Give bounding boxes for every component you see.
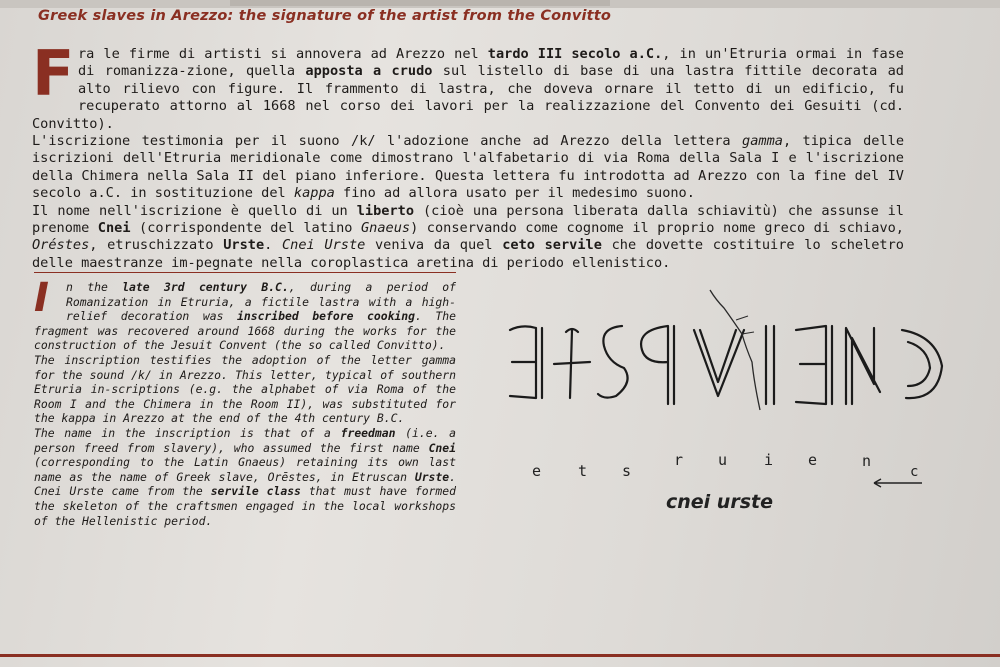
translit-letter: e	[808, 451, 818, 469]
english-text-block	[34, 275, 456, 528]
italian-paragraph-1: ra le firme di artisti si annovera ad Arezzo nel tardo III secolo a.C., in un'Etruria ormai in fase di romanizza-zione, quella apposta a crudo sul listello di base di una lastra fittile decorata ad alto rilievo con figure. Il frammento di lastra, che doveva ornare il tetto di un edificio, fu recuperato attorno al 1668 nel corso dei lavori per la realizzazione del Convento dei Gesuiti (cd. Convitto).	[32, 46, 904, 132]
translit-letter: c	[910, 464, 919, 480]
english-dropcap: I	[34, 275, 49, 321]
italian-paragraph-3: Il nome nell'iscrizione è quello di un liberto (cioè una persona liberata dalla schiavitù) che assunse il prenome Cnei (corrispondente del latino Gnaeus) conservando come cognome il proprio nome greco di schiavo, Oréstes, etruschizzato Urste. Cnei Urste veniva da quel ceto servile che dovette costituire lo scheletro delle maestranze im-pegnate nella coroplastica aretina di periodo ellenistico.	[32, 202, 904, 271]
italian-dropcap: F	[32, 37, 75, 110]
bottom-rule	[0, 654, 1000, 657]
inscription-caption: cnei urste	[666, 491, 773, 513]
english-paragraph-2: The inscription testifies the adoption of the letter gamma for the sound /k/ in Arezzo. This letter, typical of southern Etruria in-scriptions (e.g. the alphabet of via Roma of the Room I and the Chimera in the Room II), was substituted for the kappa in Arezzo at the end of the 4th century B.C.	[34, 352, 456, 426]
italian-paragraph-2: L'iscrizione testimonia per il suono /k/ l'adozione anche ad Arezzo della lettera gamma, tipica delle iscrizioni dell'Etruria meridionale come dimostrano l'alfabetario di via Roma della Sala I e l'iscrizione della Chimera nella Sala II del piano inferiore. Questa lettera fu introdotta ad Arezzo con la fine del IV secolo a.C. in sostituzione del kappa fino ad allora usato per il medesimo suono.	[32, 133, 904, 202]
reading-direction-arrow-icon	[872, 477, 924, 489]
top-rule	[0, 0, 1000, 8]
english-paragraph-3: The name in the inscription is that of a freedman (i.e. a person freed from slavery), who assumed the first name Cnei (corresponding to the Latin Gnaeus) retaining its own last name as the name of Greek slave, Orēstes, in Etruscan Urste. Cnei Urste came from the servile class that must have formed the skeleton of the craftsmen engaged in the local workshops of the Hellenistic period.	[34, 425, 456, 528]
translit-letter: t	[578, 462, 588, 480]
etruscan-inscription-drawing	[496, 286, 956, 416]
translit-letter: s	[622, 462, 632, 480]
translit-letter: r	[674, 451, 684, 469]
section-divider	[34, 272, 456, 273]
italian-text-block	[32, 37, 904, 272]
translit-letter: u	[718, 451, 728, 469]
translit-letter: n	[862, 452, 872, 470]
page-subtitle: Greek slaves in Arezzo: the signature of the artist from the Convitto	[38, 8, 612, 24]
english-paragraph-1: n the late 3rd century B.C., during a period of Romanization in Etruria, a fictile lastra with a high-relief decoration was inscribed before cooking. The fragment was recovered around 1668 during the works for the construction of the Jesuit Convent (the so called Convitto).	[34, 280, 456, 353]
translit-letter: e	[532, 462, 542, 480]
translit-letter: i	[764, 451, 774, 469]
